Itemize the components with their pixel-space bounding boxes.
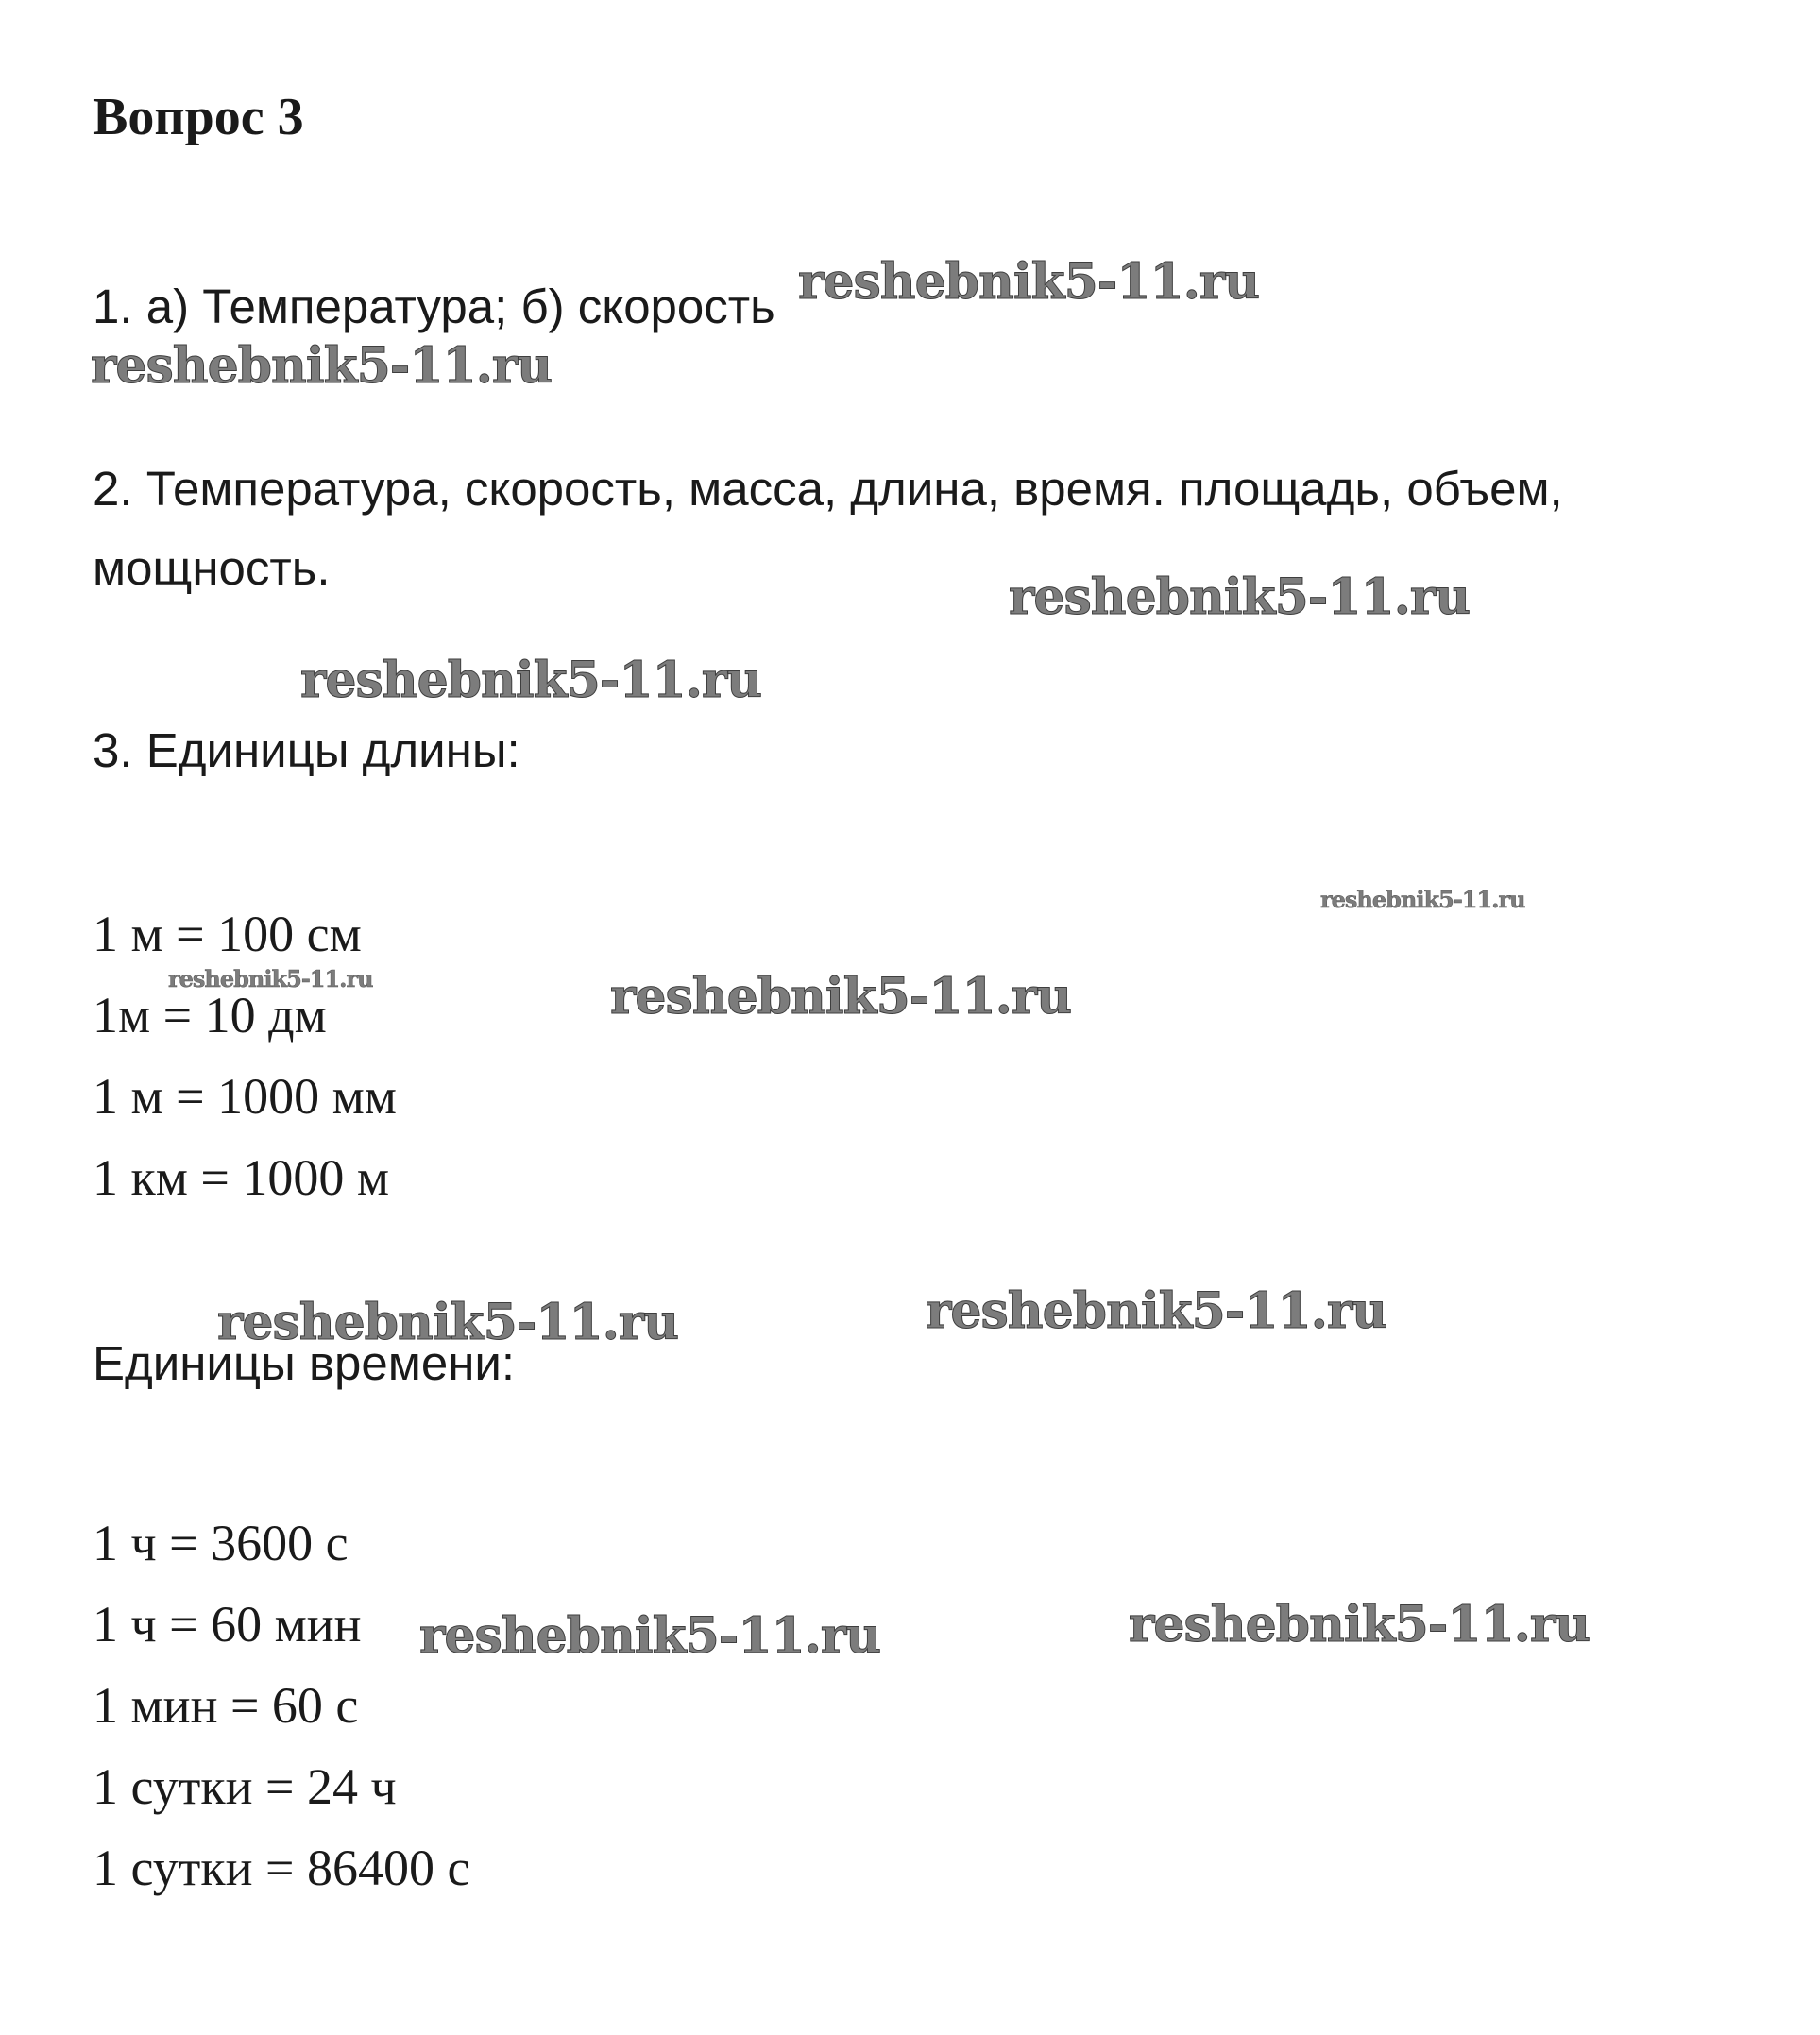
watermark: reshebnik5-11.ru <box>91 337 553 395</box>
watermark: reshebnik5-11.ru <box>419 1607 881 1665</box>
time-unit-line: 1 ч = 60 мин <box>93 1596 362 1653</box>
watermark: reshebnik5-11.ru <box>300 652 762 709</box>
watermark: reshebnik5-11.ru <box>168 965 373 992</box>
watermark: reshebnik5-11.ru <box>926 1282 1387 1340</box>
length-unit-line: 1 м = 1000 мм <box>93 1068 397 1125</box>
question-title: Вопрос 3 <box>93 88 304 146</box>
length-unit-line: 1 м = 100 см <box>93 906 362 962</box>
answer-2-line-1: 2. Температура, скорость, масса, длина, время. площадь, объем, <box>93 462 1563 516</box>
answer-1: 1. а) Температура; б) скорость <box>93 280 775 333</box>
length-unit-line: 1м = 10 дм <box>93 987 327 1043</box>
answer-2-line-2: мощность. <box>93 541 331 595</box>
watermark: reshebnik5-11.ru <box>798 253 1260 311</box>
watermark: reshebnik5-11.ru <box>610 968 1072 1026</box>
answer-3-heading: 3. Единицы длины: <box>93 723 520 777</box>
time-unit-line: 1 сутки = 86400 с <box>93 1840 470 1896</box>
length-unit-line: 1 км = 1000 м <box>93 1149 390 1206</box>
time-unit-line: 1 ч = 3600 с <box>93 1515 349 1571</box>
time-units-heading: Единицы времени: <box>93 1336 516 1390</box>
watermark: reshebnik5-11.ru <box>1320 886 1525 913</box>
time-unit-line: 1 мин = 60 с <box>93 1677 359 1734</box>
time-unit-line: 1 сутки = 24 ч <box>93 1758 397 1815</box>
watermark: reshebnik5-11.ru <box>1129 1596 1590 1653</box>
watermark: reshebnik5-11.ru <box>1009 568 1471 626</box>
watermark: reshebnik5-11.ru <box>217 1294 679 1351</box>
